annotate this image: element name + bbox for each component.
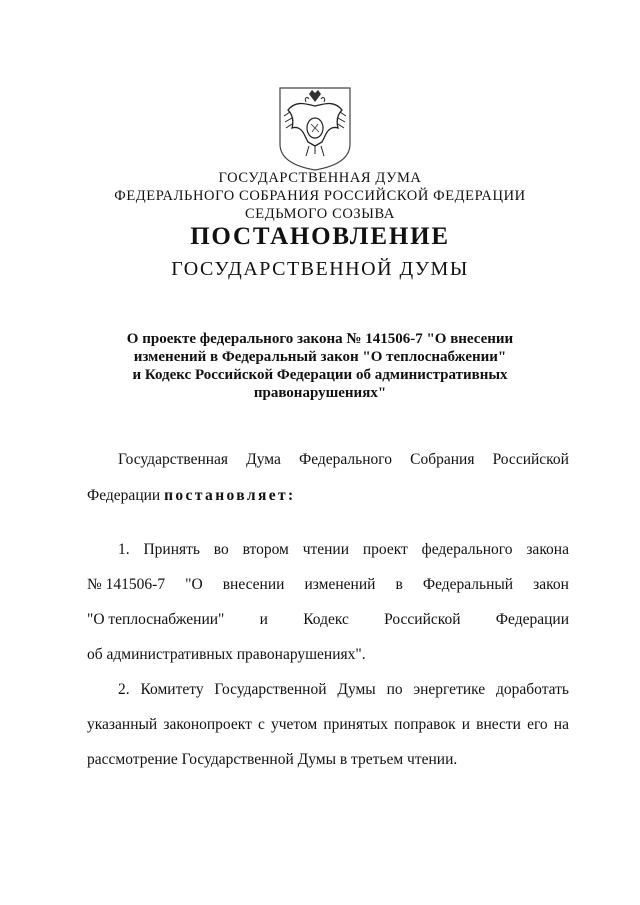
item1-line-1 <box>118 541 569 559</box>
word: Принять <box>143 541 200 558</box>
subject-line: О проекте федерального закона № 141506-7 "О внесении <box>126 331 514 347</box>
word: Федеральный <box>422 576 514 593</box>
word: Российской <box>384 611 461 628</box>
preamble-line-1 <box>118 451 569 469</box>
word: и <box>259 611 268 628</box>
word: Думы <box>337 681 376 698</box>
word: с <box>257 716 265 733</box>
word: во <box>213 541 229 558</box>
word: внесении <box>222 576 285 593</box>
word: втором <box>242 541 289 558</box>
word: 1. <box>118 541 130 558</box>
item1-line-2 <box>87 576 569 594</box>
word: на <box>553 716 569 733</box>
word: Российской <box>492 451 569 468</box>
word: Дума <box>246 451 281 468</box>
word: Государственная <box>118 451 229 468</box>
item2-line-2 <box>87 716 569 734</box>
word: доработать <box>496 681 569 698</box>
word: № 141506-7 <box>87 576 166 593</box>
item2-line-3: рассмотрение Государственной Думы в третьем чтении. <box>87 751 458 768</box>
word: чтении <box>302 541 350 558</box>
word: Собрания <box>410 451 475 468</box>
word: внести <box>476 716 521 733</box>
document-subject <box>100 330 540 402</box>
subject-line: правонарушениях" <box>253 385 387 401</box>
word: "О теплоснабжении" <box>87 611 225 628</box>
item1-line-3 <box>87 611 569 629</box>
preamble-line-2 <box>87 487 569 505</box>
word: закона <box>526 541 569 558</box>
word: учетом <box>270 716 318 733</box>
word: Комитету <box>140 681 204 698</box>
word: в <box>395 576 403 593</box>
resolves-verb: постановляет: <box>164 487 296 504</box>
item2-line-1 <box>118 681 569 699</box>
document-subtitle: ГОСУДАРСТВЕННОЙ ДУМЫ <box>171 258 469 280</box>
word: законопроект <box>163 716 252 733</box>
word: по <box>386 681 403 698</box>
word: Федерального <box>298 451 393 468</box>
coat-of-arms-emblem-icon <box>276 84 354 172</box>
word: проект <box>362 541 408 558</box>
word: "О <box>185 576 203 593</box>
word: и <box>461 716 471 733</box>
word: изменений <box>304 576 376 593</box>
word: энергетике <box>413 681 486 698</box>
word: Государственной <box>214 681 327 698</box>
word: федерального <box>421 541 513 558</box>
header-line-duma: ГОСУДАРСТВЕННАЯ ДУМА <box>218 170 422 186</box>
header-line-convocation: СЕДЬМОГО СОЗЫВА <box>245 206 395 222</box>
word: Федерации <box>87 487 161 504</box>
item1-line-4: об административных правонарушениях". <box>87 646 366 663</box>
subject-line: изменений в Федеральный закон "О теплоснабжении" <box>133 349 507 365</box>
document-title: ПОСТАНОВЛЕНИЕ <box>190 223 450 250</box>
word: принятых <box>323 716 389 733</box>
word: поправок <box>394 716 456 733</box>
header-line-federal-assembly: ФЕДЕРАЛЬНОГО СОБРАНИЯ РОССИЙСКОЙ ФЕДЕРАЦИИ <box>114 188 526 204</box>
subject-line: и Кодекс Российской Федерации об административных <box>132 367 508 383</box>
word: Федерации <box>495 611 569 628</box>
word: Кодекс <box>303 611 349 628</box>
word: закон <box>533 576 569 593</box>
word: его <box>527 716 548 733</box>
word: указанный <box>87 716 158 733</box>
word: 2. <box>118 681 130 698</box>
